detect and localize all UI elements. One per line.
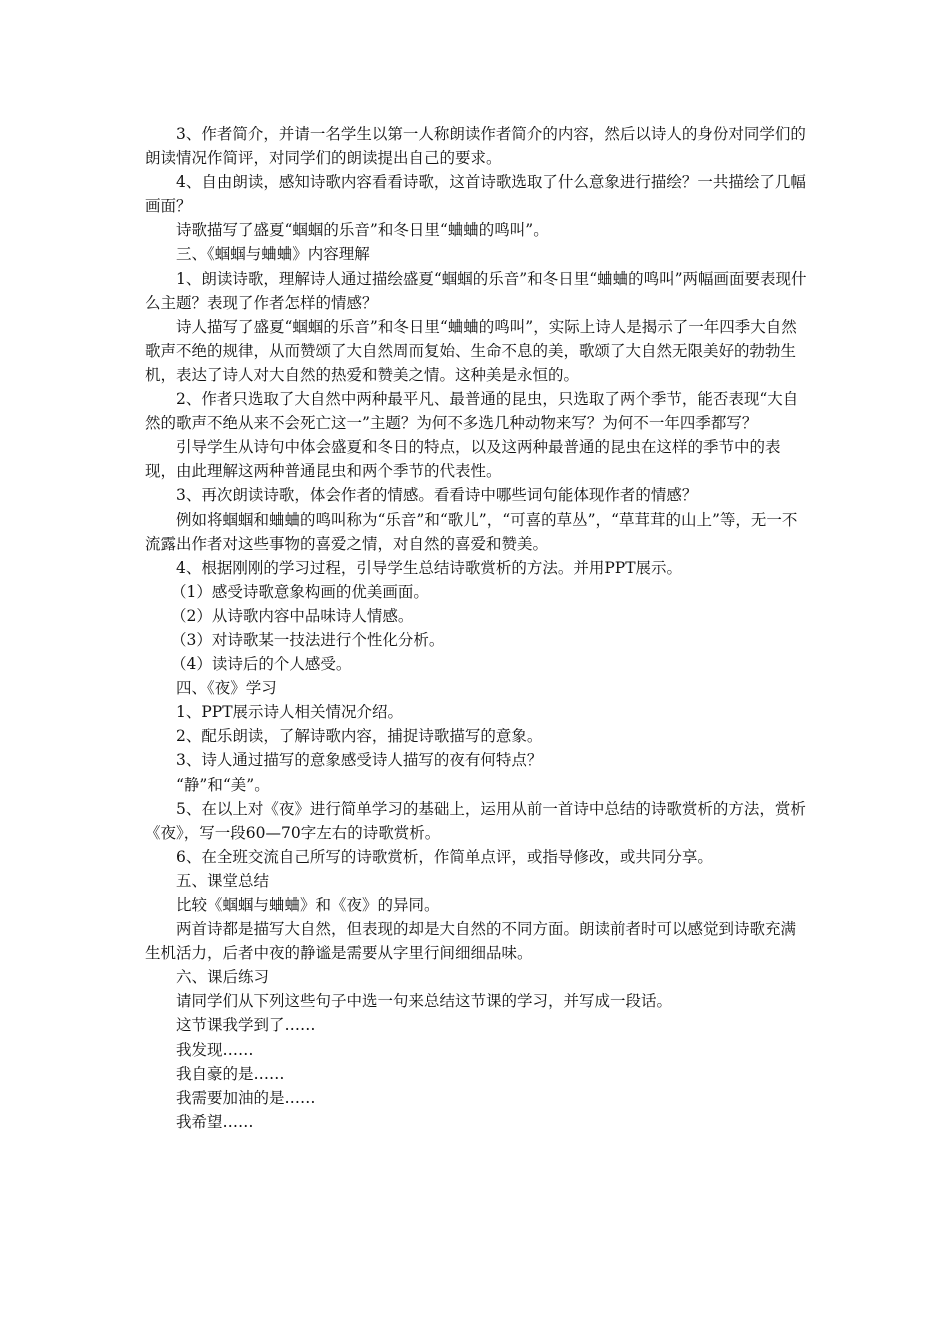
section-heading: 四、《夜》学习 [176,679,277,698]
paragraph: 3、再次朗读诗歌，体会作者的情感。看看诗中哪些词句能体现作者的情感？ [176,486,698,505]
document-body [145,122,810,1134]
list-item: （4）读诗后的个人感受。 [171,655,352,674]
section-heading: 六、课后练习 [176,968,270,987]
paragraph: “静”和“美”。 [176,775,270,794]
paragraph: 1、PPT展示诗人相关情况介绍。 [176,703,404,722]
prompt-line: 我需要加油的是…… [176,1088,316,1107]
paragraph: 引导学生从诗句中体会盛夏和冬日的特点，以及这两种最普通的昆虫在这样的季节中的表现，由此理解这两种普通昆虫和两个季节的代表性。 [145,438,781,481]
paragraph: 6、在全班交流自己所写的诗歌赏析，作简单点评，或指导修改，或共同分享。 [176,847,713,866]
paragraph: 诗歌描写了盛夏“蝈蝈的乐音”和冬日里“蛐蛐的鸣叫”。 [176,221,549,240]
list-item: （2）从诗歌内容中品味诗人情感。 [171,606,414,625]
paragraph: 请同学们从下列这些句子中选一句来总结这节课的学习，并写成一段话。 [176,992,673,1011]
paragraph: 2、作者只选取了大自然中两种最平凡、最普通的昆虫，只选取了两个季节，能否表现“大自然的歌声不绝从来不会死亡这一”主题？为何不多选几种动物来写？为何不一年四季都写？ [145,390,799,433]
prompt-line: 这节课我学到了…… [176,1016,316,1035]
list-item: （1）感受诗歌意象构画的优美画面。 [171,582,429,601]
paragraph: 3、作者简介，并请一名学生以第一人称朗读作者简介的内容，然后以诗人的身份对同学们的朗读情况作简评，对同学们的朗读提出自己的要求。 [145,125,806,168]
paragraph: 1、朗读诗歌，理解诗人通过描绘盛夏“蝈蝈的乐音”和冬日里“蛐蛐的鸣叫”两幅画面要表现什么主题？表现了作者怎样的情感？ [145,269,807,312]
paragraph: 5、在以上对《夜》进行简单学习的基础上，运用从前一首诗中总结的诗歌赏析的方法，赏析《夜》，写一段60—70字左右的诗歌赏析。 [145,799,806,842]
paragraph: 3、诗人通过描写的意象感受诗人描写的夜有何特点？ [176,751,543,770]
paragraph: 例如将蝈蝈和蛐蛐的鸣叫称为“乐音”和“歌儿”，“可喜的草丛”，“草茸茸的山上”等，无一不流露出作者对这些事物的喜爱之情，对自然的喜爱和赞美。 [145,510,798,553]
paragraph: 两首诗都是描写大自然，但表现的却是大自然的不同方面。朗读前者时可以感觉到诗歌充满生机活力，后者中夜的静谧是需要从字里行间细细品味。 [145,920,797,963]
paragraph: 2、配乐朗读，了解诗歌内容，捕捉诗歌描写的意象。 [176,727,543,746]
paragraph: 4、根据刚刚的学习过程，引导学生总结诗歌赏析的方法。并用PPT展示。 [176,558,683,577]
section-heading: 三、《蝈蝈与蛐蛐》内容理解 [176,245,370,264]
prompt-line: 我希望…… [176,1112,254,1131]
list-item: （3）对诗歌某一技法进行个性化分析。 [171,630,445,649]
prompt-line: 我自豪的是…… [176,1064,285,1083]
paragraph: 4、自由朗读，感知诗歌内容看看诗歌，这首诗歌选取了什么意象进行描绘？一共描绘了几幅画面？ [145,173,806,216]
prompt-line: 我发现…… [176,1040,254,1059]
section-heading: 五、课堂总结 [176,871,270,890]
paragraph: 比较《蝈蝈与蛐蛐》和《夜》的异同。 [176,896,440,914]
paragraph: 诗人描写了盛夏“蝈蝈的乐音”和冬日里“蛐蛐的鸣叫”，实际上诗人是揭示了一年四季大自然歌声不绝的规律，从而赞颂了大自然周而复始、生命不息的美，歌颂了大自然无限美好的勃勃生机，表达了诗人对大自然的热爱和赞美之情。这种美是永恒的。 [145,317,797,384]
